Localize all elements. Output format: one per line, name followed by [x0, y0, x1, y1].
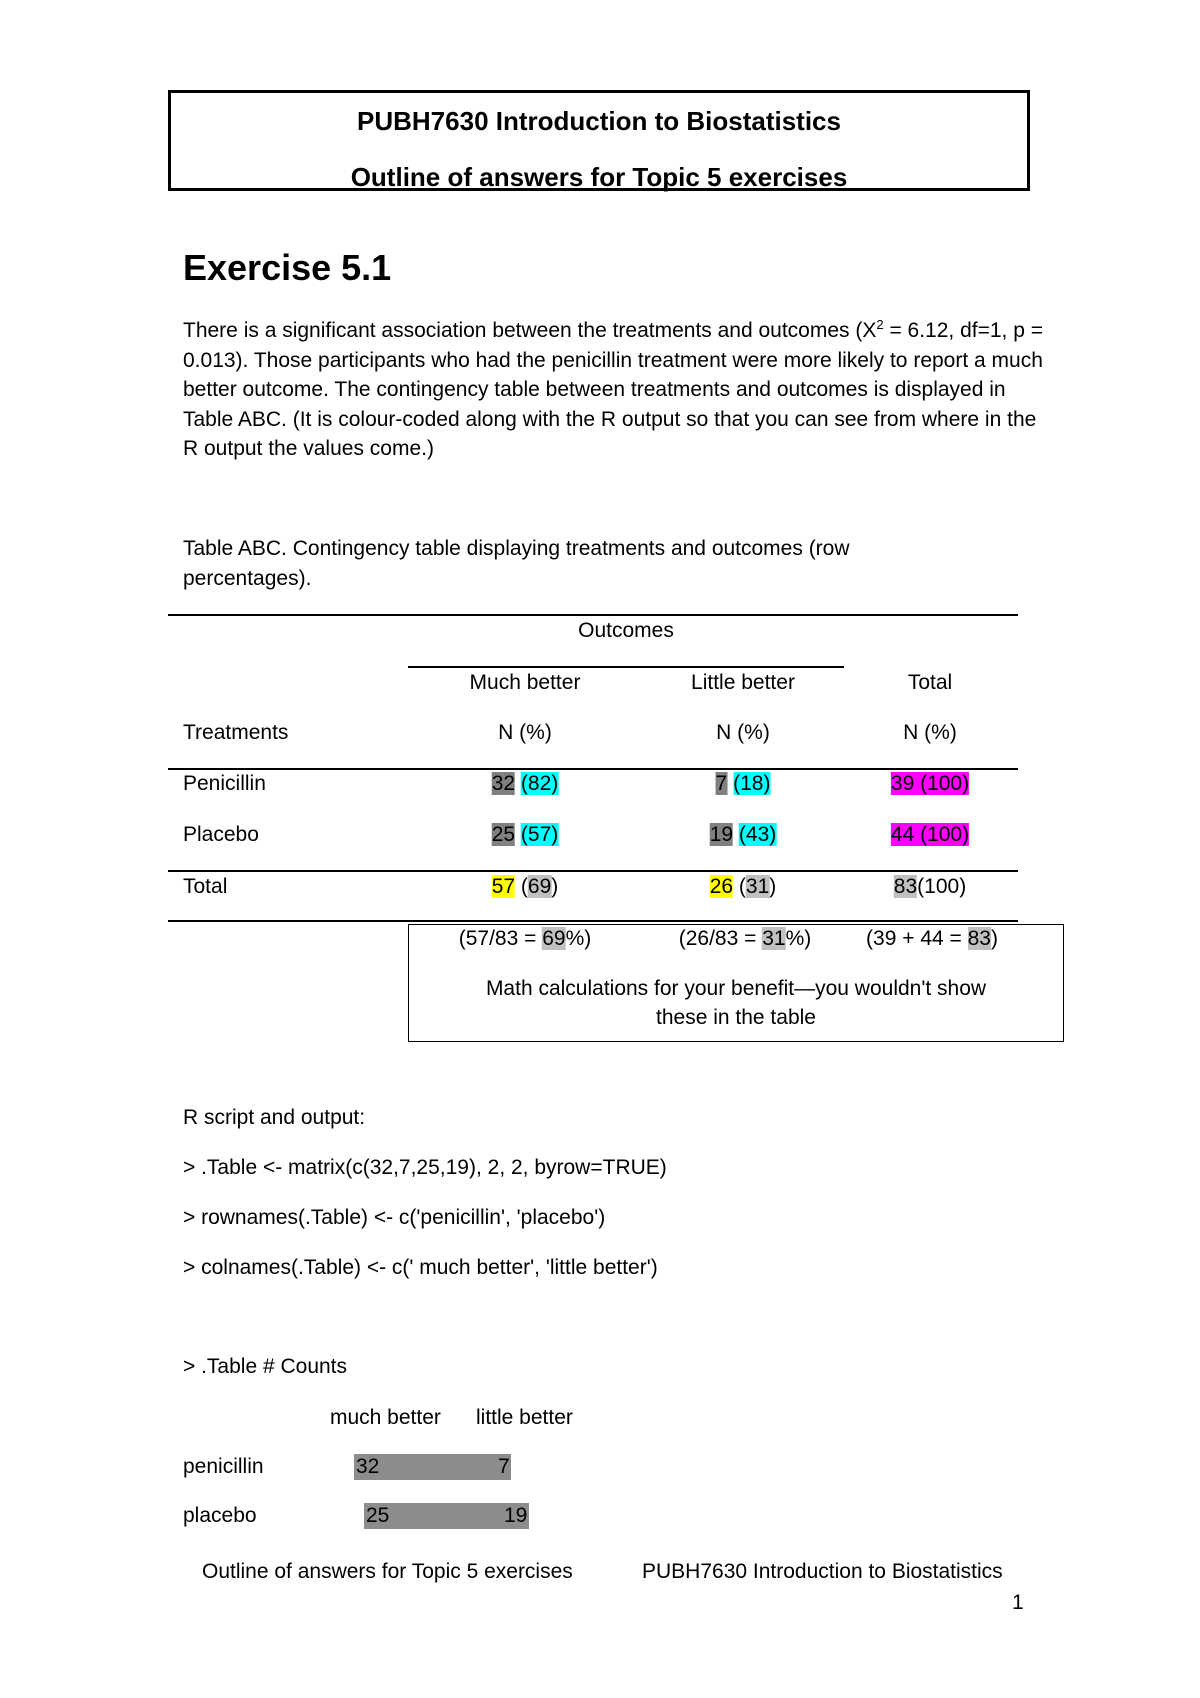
total-t-pct: (100): [917, 875, 967, 898]
placebo-little-better: [710, 820, 777, 849]
exercise-paragraph: [183, 316, 1043, 464]
r-placebo-much-better: 25: [366, 1504, 390, 1527]
total-little-better: [710, 872, 777, 901]
superscript: 2: [876, 317, 884, 332]
penicillin-lb-n: 7: [715, 772, 728, 795]
total-mb-open: (: [515, 875, 528, 898]
page-number: 1: [1012, 1591, 1024, 1614]
n-pct-total: N (%): [903, 721, 957, 744]
calc2-pre: (26/83 =: [678, 927, 763, 950]
placebo-mb-n: 25: [491, 823, 516, 846]
r-row-placebo: placebo: [183, 1504, 257, 1527]
r-line-table-counts: > .Table # Counts: [183, 1355, 348, 1378]
total-mb-n: 57: [491, 875, 516, 898]
r-col-much-better: much better: [330, 1406, 441, 1429]
total-mb-pct: 69: [527, 875, 552, 898]
penicillin-total-value: 39 (100): [890, 772, 970, 795]
placebo-mb-pct: (57): [520, 823, 559, 846]
placebo-much-better: [492, 820, 559, 849]
calc1-hl: 69: [542, 927, 566, 950]
footer-left: Outline of answers for Topic 5 exercises: [202, 1560, 573, 1583]
calculation-note: [408, 974, 1064, 1032]
calc3-hl: 83: [967, 927, 991, 950]
calc-much-better: [459, 924, 592, 953]
outcomes-label: Outcomes: [578, 619, 674, 642]
placebo-total: [891, 820, 969, 849]
course-title: PUBH7630 Introduction to Biostatistics: [357, 106, 841, 136]
col-little-better: Little better: [691, 671, 795, 694]
table-caption: Table ABC. Contingency table displaying treatments and outcomes (row percentages).: [183, 537, 850, 590]
total-mb-close: ): [551, 875, 559, 898]
penicillin-mb-pct: (82): [520, 772, 559, 795]
calc3-post: ): [990, 927, 998, 950]
n-pct-little-better: N (%): [716, 721, 770, 744]
row-label-placebo: Placebo: [183, 823, 259, 846]
col-total: Total: [907, 671, 953, 694]
total-lb-pct: 31: [745, 875, 770, 898]
calc-note-text: Math calculations for your benefit—you wouldn't show these in the table: [485, 977, 987, 1029]
penicillin-little-better: [716, 769, 771, 798]
r-script-heading: R script and output:: [183, 1106, 366, 1129]
r-row-penicillin: penicillin: [183, 1455, 264, 1478]
total-t-n: 83: [893, 875, 918, 898]
total-much-better: [492, 872, 559, 901]
calc2-post: %): [785, 927, 812, 950]
calc3-pre: (39 + 44 =: [866, 927, 968, 950]
r-placebo-little-better: 19: [504, 1504, 528, 1527]
row-label-penicillin: Penicillin: [183, 772, 266, 795]
calc2-hl: 31: [762, 927, 786, 950]
penicillin-much-better: [492, 769, 559, 798]
n-pct-much-better: N (%): [498, 721, 552, 744]
row-label-total: Total: [183, 875, 228, 898]
r-col-little-better: little better: [476, 1406, 573, 1429]
penicillin-mb-n: 32: [491, 772, 516, 795]
r-line-colnames: > colnames(.Table) <- c(' much better', 'little better'): [183, 1256, 658, 1279]
calc1-pre: (57/83 =: [458, 927, 543, 950]
table-bottom-rule: [168, 920, 1018, 922]
total-lb-open: (: [733, 875, 746, 898]
r-line-rownames: > rownames(.Table) <- c('penicillin', 'placebo'): [183, 1206, 606, 1229]
calc1-post: %): [565, 927, 592, 950]
penicillin-total: [891, 769, 969, 798]
footer-right: PUBH7630 Introduction to Biostatistics: [642, 1560, 1003, 1583]
total-lb-close: ): [769, 875, 777, 898]
total-total: [894, 872, 966, 901]
document-header-box: [168, 90, 1030, 191]
r-penicillin-much-better: 32: [356, 1455, 380, 1478]
placebo-lb-n: 19: [709, 823, 734, 846]
paragraph-text-start: There is a significant association between the treatments and outcomes (X: [183, 319, 877, 342]
total-top-rule: [168, 870, 1018, 872]
calc-total: [866, 924, 998, 953]
calc-little-better: [679, 924, 812, 953]
exercise-title: Exercise 5.1: [183, 247, 392, 288]
col-much-better: Much better: [469, 671, 581, 694]
placebo-total-value: 44 (100): [890, 823, 970, 846]
row-header-treatments: Treatments: [183, 721, 289, 744]
paragraph-text-end: = 6.12, df=1, p = 0.013). Those participants who had the penicillin treatment were more likely to report a much better outcome. The contingency table between treatments and outcomes is displayed in Table ABC. (It is colour-coded along with the R output so that you can see from where in the R output the values come.): [183, 319, 1043, 460]
r-penicillin-little-better: 7: [498, 1455, 510, 1478]
document-subtitle: Outline of answers for Topic 5 exercises: [350, 162, 848, 192]
r-line-matrix: > .Table <- matrix(c(32,7,25,19), 2, 2, byrow=TRUE): [183, 1156, 667, 1179]
penicillin-lb-pct: (18): [733, 772, 771, 795]
total-lb-n: 26: [709, 875, 734, 898]
placebo-lb-pct: (43): [738, 823, 777, 846]
